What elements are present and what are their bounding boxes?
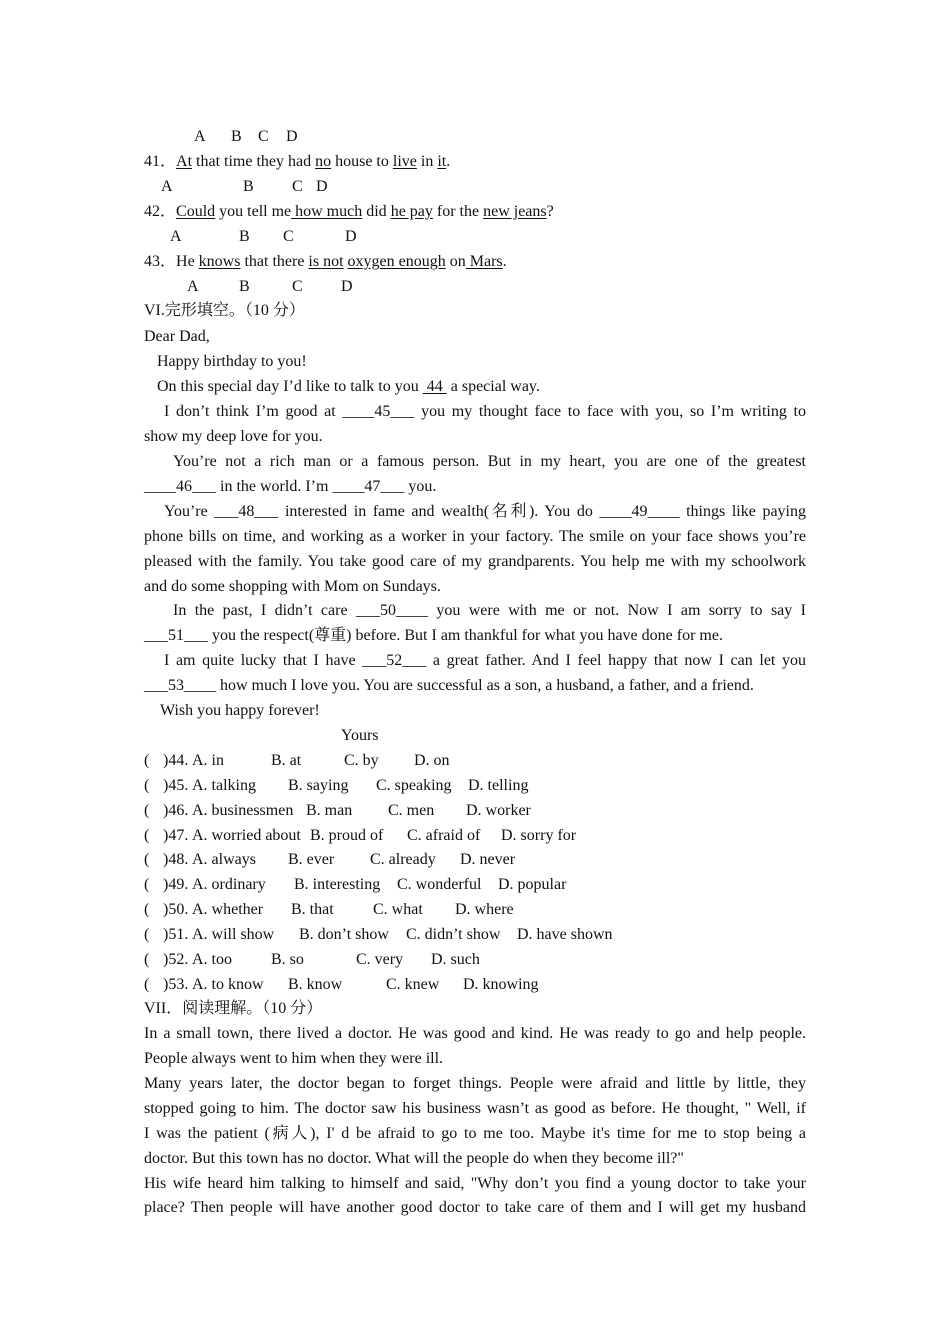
letter-a: A	[187, 278, 199, 295]
option-number: )51.	[163, 926, 189, 943]
option-b: B. so	[271, 951, 304, 968]
text: He	[176, 253, 199, 270]
option-number: )44.	[163, 752, 189, 769]
option-d: D. have shown	[517, 926, 613, 943]
option-b: B. at	[271, 752, 302, 769]
question-42	[144, 202, 806, 222]
letter-c: C	[258, 128, 269, 145]
letter-paragraph-4-line-3: pleased with the family. You take good care of my grandparents. You help me with my schoolwork	[144, 553, 806, 570]
option-d: D. such	[431, 951, 480, 968]
letter-d: D	[345, 228, 357, 245]
letter-salutation: Dear Dad,	[144, 328, 210, 345]
underlined-b: no	[315, 153, 332, 170]
text: that there	[240, 253, 309, 270]
letter-d: D	[341, 278, 353, 295]
option-b: B. know	[288, 976, 343, 993]
option-d: D. never	[460, 851, 516, 868]
reading-line-7: His wife heard him talking to himself and said, "Why don’t you find a young doctor to take your	[144, 1175, 806, 1192]
option-c: C. by	[344, 752, 379, 769]
reading-line-2: People always went to him when they were ill.	[144, 1050, 444, 1067]
reading-line-4: stopped going to him. The doctor saw his business wasn’t as good as before. He thought, " Well, if	[144, 1100, 806, 1117]
letter-birthday: Happy birthday to you!	[157, 353, 307, 370]
option-b: B. that	[291, 901, 334, 918]
option-number: )49.	[163, 876, 189, 893]
option-a: A. whether	[192, 901, 264, 918]
letter-a: A	[194, 128, 206, 145]
question-number: 42．	[144, 203, 177, 220]
option-number: )48.	[163, 851, 189, 868]
option-a: A. worried about	[192, 827, 301, 844]
underlined-a: Could	[176, 203, 216, 220]
underlined-d: it	[437, 153, 447, 170]
option-b: B. saying	[288, 777, 349, 794]
option-number: )50.	[163, 901, 189, 918]
letter-paragraph-2-line-2: show my deep love for you.	[144, 428, 323, 445]
text: did	[362, 203, 391, 220]
answer-bracket: (	[144, 876, 150, 893]
blank-44: 44	[422, 378, 447, 395]
option-c: C. speaking	[376, 777, 452, 794]
letter-b: B	[239, 228, 250, 245]
option-a: A. ordinary	[192, 876, 266, 893]
underlined-b: how much	[291, 203, 363, 220]
text: on	[445, 253, 466, 270]
underlined-c: he pay	[390, 203, 433, 220]
option-d: D. knowing	[463, 976, 539, 993]
question-number: 41．	[144, 153, 177, 170]
text: that time they had	[192, 153, 316, 170]
letter-paragraph-4-line-2: phone bills on time, and working as a worker in your factory. The smile on your face shows you’re	[144, 528, 806, 545]
text: in	[416, 153, 438, 170]
reading-line-6: doctor. But this town has no doctor. What will the people do when they become ill?"	[144, 1150, 684, 1167]
answer-bracket: (	[144, 802, 150, 819]
question-number: 43．	[144, 253, 177, 270]
letter-paragraph-4-line-4: and do some shopping with Mom on Sundays.	[144, 578, 441, 595]
section-6-heading: VI.完形填空。（10 分）	[144, 302, 305, 319]
text: .	[502, 253, 507, 270]
option-c: C. afraid of	[407, 827, 481, 844]
option-c: C. knew	[386, 976, 440, 993]
answer-bracket: (	[144, 951, 150, 968]
answer-bracket: (	[144, 827, 150, 844]
option-number: )46.	[163, 802, 189, 819]
option-a: A. to know	[192, 976, 264, 993]
option-c: C. what	[373, 901, 423, 918]
option-c: C. very	[356, 951, 404, 968]
option-number: )47.	[163, 827, 189, 844]
answer-bracket: (	[144, 851, 150, 868]
letter-a: A	[170, 228, 182, 245]
letter-closing: Yours	[341, 727, 379, 744]
option-b: B. proud of	[310, 827, 384, 844]
option-number: )52.	[163, 951, 189, 968]
answer-bracket: (	[144, 752, 150, 769]
option-d: D. on	[414, 752, 450, 769]
letter-a: A	[161, 178, 173, 195]
reading-line-5: I was the patient (病人), I' d be afraid to go to me too. Maybe it's time for me to stop being a	[144, 1125, 806, 1142]
answer-bracket: (	[144, 777, 150, 794]
option-d: D. popular	[498, 876, 567, 893]
letter-d: D	[316, 178, 328, 195]
option-c: C. men	[388, 802, 435, 819]
option-d: D. telling	[468, 777, 529, 794]
reading-line-1: In a small town, there lived a doctor. He was good and kind. He was ready to go and help people.	[144, 1025, 806, 1042]
text: you tell me	[215, 203, 292, 220]
letter-b: B	[243, 178, 254, 195]
option-c: C. already	[370, 851, 436, 868]
option-a: A. businessmen	[192, 802, 294, 819]
letter-paragraph-1	[157, 377, 819, 397]
underlined-a: At	[176, 153, 193, 170]
option-c: C. didn’t show	[406, 926, 501, 943]
letter-b: B	[239, 278, 250, 295]
underlined-d: Mars	[465, 253, 503, 270]
answer-bracket: (	[144, 901, 150, 918]
option-b: B. interesting	[294, 876, 381, 893]
letter-paragraph-2-line-1: I don’t think I’m good at ____45___ you my thought face to face with you, so I’m writing to	[164, 403, 806, 420]
underlined-a: knows	[198, 253, 241, 270]
option-a: A. in	[192, 752, 224, 769]
option-a: A. talking	[192, 777, 256, 794]
letter-b: B	[231, 128, 242, 145]
letter-paragraph-6-line-1: I am quite lucky that I have ___52___ a great father. And I feel happy that now I can let you	[164, 652, 806, 669]
option-d: D. worker	[466, 802, 531, 819]
letter-c: C	[283, 228, 294, 245]
option-a: A. will show	[192, 926, 275, 943]
option-c: C. wonderful	[397, 876, 482, 893]
option-a: A. too	[192, 951, 232, 968]
letter-paragraph-6-line-2: ___53____ how much I love you. You are successful as a son, a husband, a father, and a friend.	[144, 677, 754, 694]
letter-d: D	[286, 128, 298, 145]
question-43	[144, 252, 806, 272]
option-number: )53.	[163, 976, 189, 993]
option-b: B. man	[306, 802, 353, 819]
letter-c: C	[292, 278, 303, 295]
option-b: B. ever	[288, 851, 335, 868]
option-d: D. where	[455, 901, 514, 918]
letter-paragraph-4-line-1: You’re ___48___ interested in fame and wealth(名利). You do ____49____ things like paying	[164, 503, 806, 520]
option-b: B. don’t show	[299, 926, 389, 943]
text: On this special day I’d like to talk to you	[157, 378, 423, 395]
letter-paragraph-3-line-1: You’re not a rich man or a famous person. But in my heart, you are one of the greatest	[173, 453, 806, 470]
text: house to	[331, 153, 393, 170]
letter-wish: Wish you happy forever!	[160, 702, 320, 719]
option-a: A. always	[192, 851, 256, 868]
letter-paragraph-5-line-1: In the past, I didn’t care ___50____ you were with me or not. Now I am sorry to say I	[173, 602, 806, 619]
underlined-c: oxygen enough	[347, 253, 446, 270]
underlined-d: new jeans	[483, 203, 547, 220]
option-d: D. sorry for	[501, 827, 577, 844]
text: .	[446, 153, 451, 170]
letter-paragraph-3-line-2: ____46___ in the world. I’m ____47___ you.	[144, 478, 437, 495]
text: for the	[432, 203, 484, 220]
underlined-c: live	[392, 153, 417, 170]
text: ?	[546, 203, 554, 220]
letter-paragraph-5-line-2: ___51___ you the respect(尊重) before. But I am thankful for what you have done for me.	[144, 627, 723, 644]
letter-c: C	[292, 178, 303, 195]
answer-bracket: (	[144, 926, 150, 943]
reading-line-8: place? Then people will have another good doctor to take care of them and I will get my husband	[144, 1199, 806, 1216]
section-7-heading: VII．阅读理解。（10 分）	[144, 1000, 323, 1017]
reading-line-3: Many years later, the doctor began to forget things. People were afraid and little by little, they	[144, 1075, 806, 1092]
question-41	[144, 152, 806, 172]
underlined-b: is not	[308, 253, 344, 270]
option-number: )45.	[163, 777, 189, 794]
text: a special way.	[446, 378, 540, 395]
answer-bracket: (	[144, 976, 150, 993]
